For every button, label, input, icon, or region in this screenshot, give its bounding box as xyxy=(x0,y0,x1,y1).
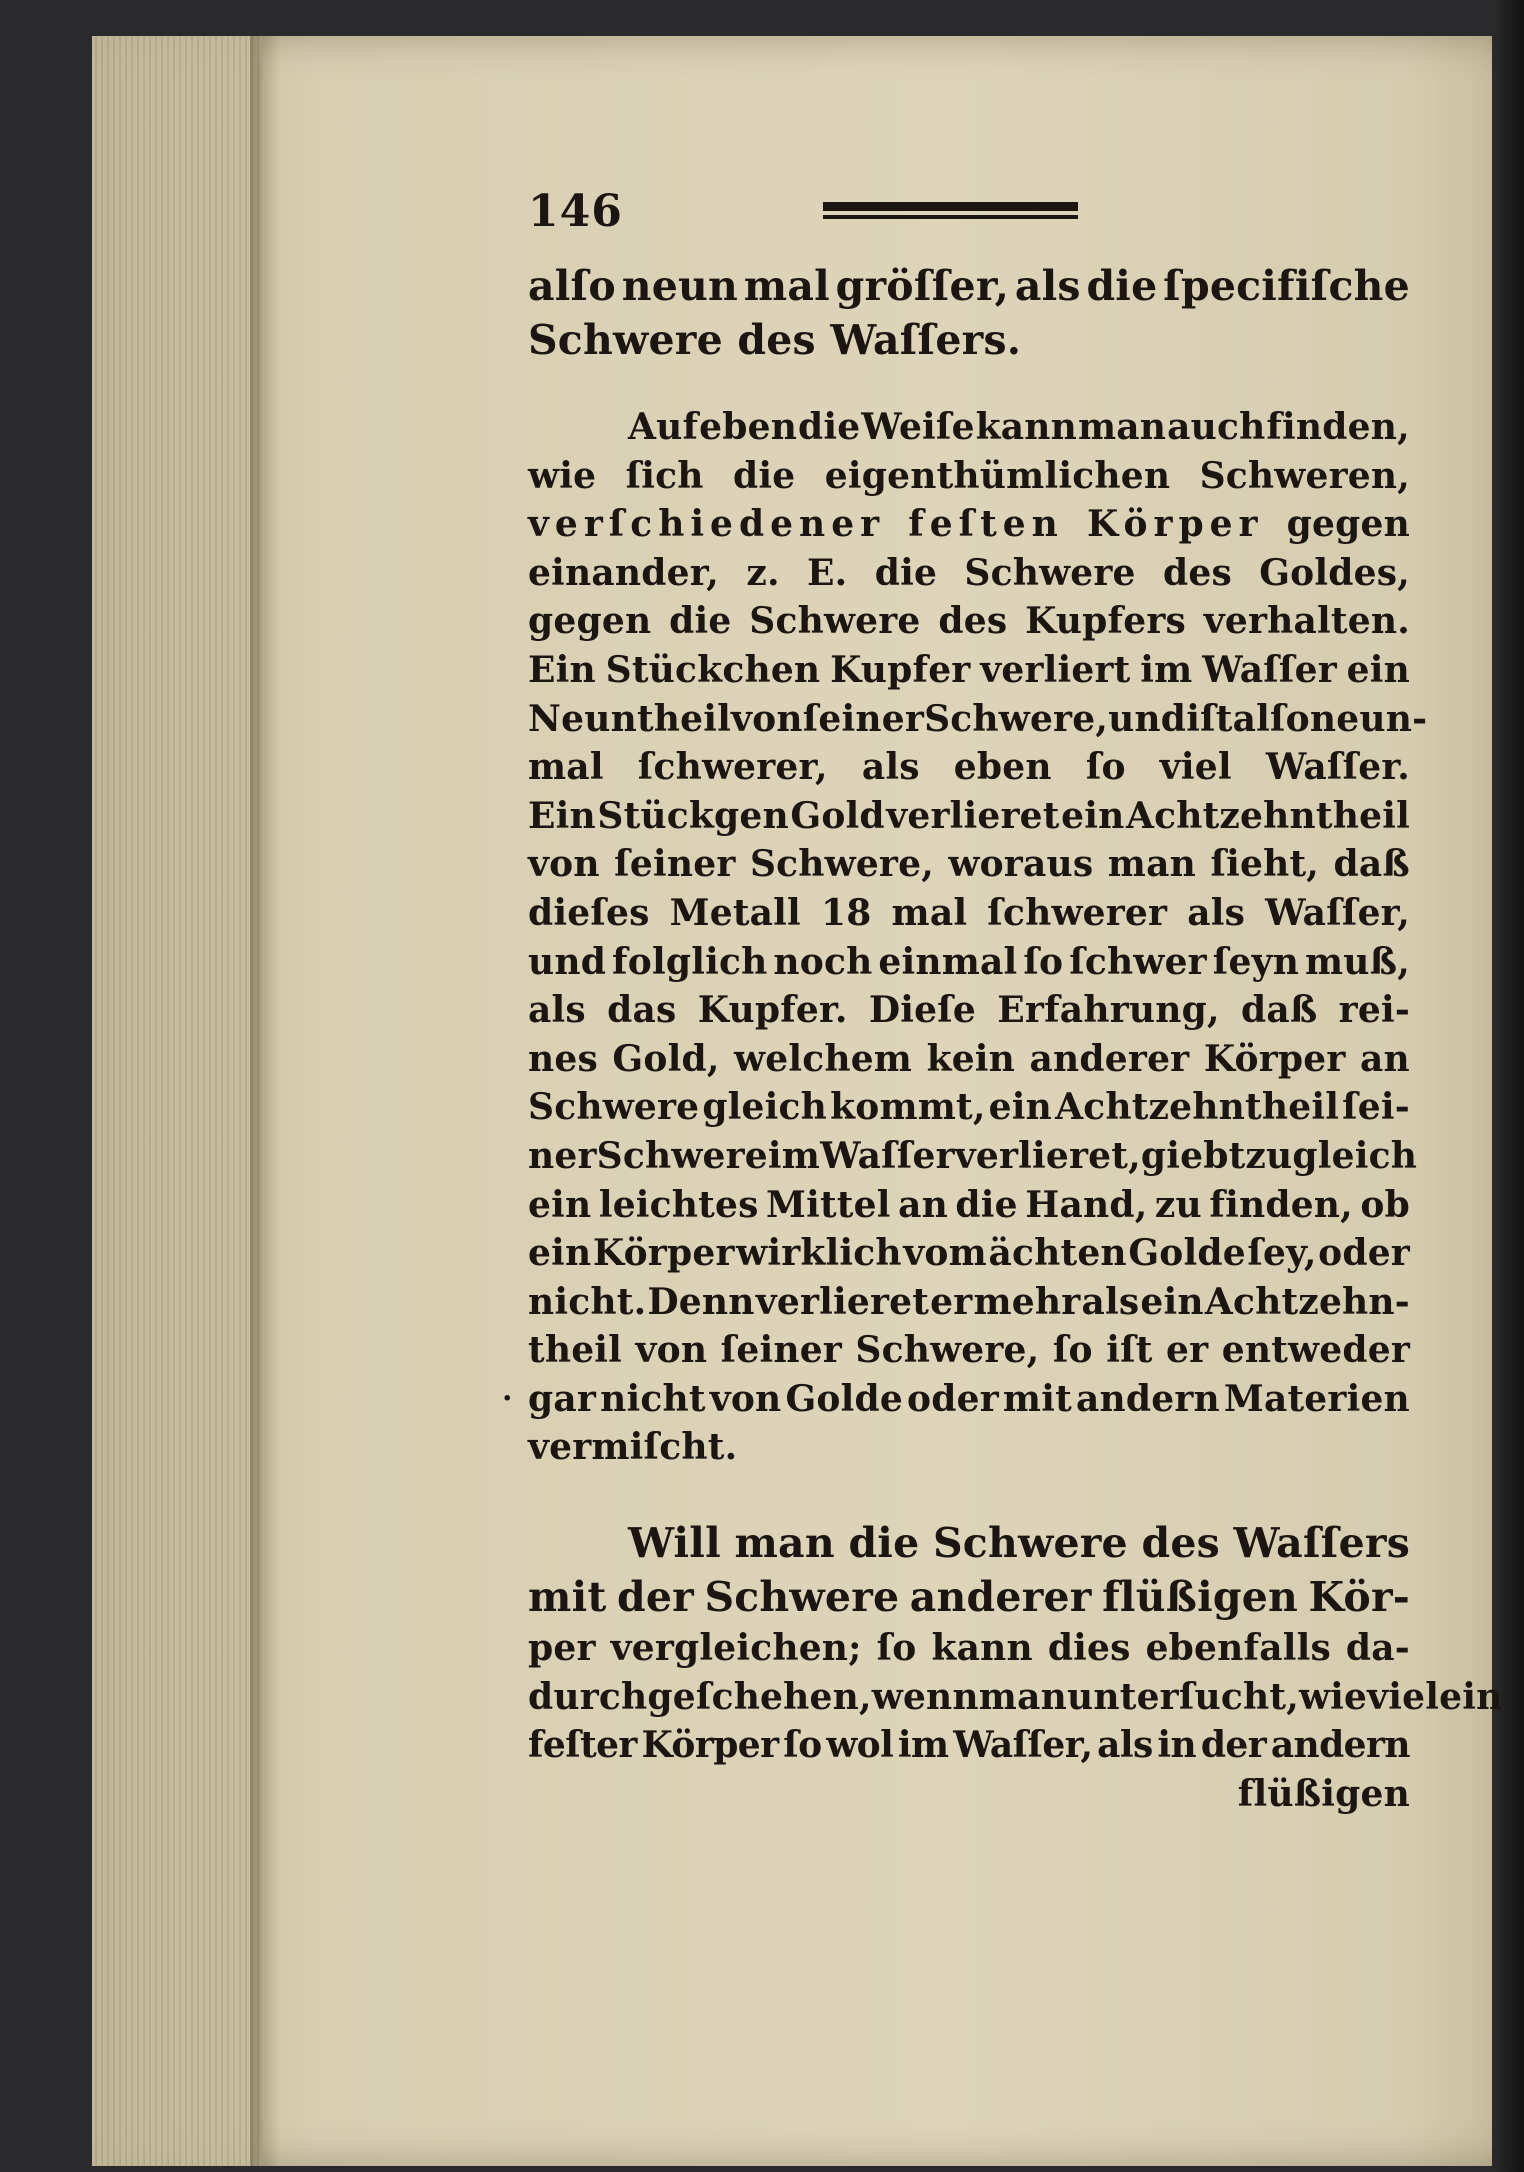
text-line: gar nicht von Golde oder mit andern Materien xyxy=(528,1377,1410,1420)
text-line: Auf eben die Weiſe kann man auch finden, xyxy=(628,406,1410,448)
text-line: alſo neun mal gröſſer, als die ſpecifiſche xyxy=(528,262,1410,310)
text-line: von ſeiner Schwere, woraus man ſieht, daß xyxy=(528,843,1410,886)
paragraph-gap xyxy=(528,1475,1410,1519)
text-line: ein leichtes Mittel an die Hand, zu finden, ob xyxy=(528,1183,1410,1226)
text-line: Neuntheil von ſeiner Schwere, und iſt alſo neun- xyxy=(528,697,1428,740)
text-line: mit der Schwere anderer flüßigen Kör- xyxy=(528,1573,1410,1622)
text-line: vermiſcht. xyxy=(528,1426,738,1469)
page-edges xyxy=(92,36,262,2166)
text-line: wie ſich die eigenthümlichen Schweren, xyxy=(528,454,1410,497)
text-line: Schwere des Waſſers. xyxy=(528,316,1022,364)
text-line: mal ſchwerer, als eben ſo viel Waſſer. xyxy=(528,746,1410,789)
text-line: Ein Stückchen Kupfer verliert im Waſſer ein xyxy=(528,648,1410,691)
text-block xyxy=(528,186,1503,1821)
text-line: Schwere gleich kommt, ein Achtzehntheil ſei- xyxy=(528,1086,1410,1129)
text-line: durch geſchehen,wenn man unterſucht, wie viel ein xyxy=(528,1675,1503,1718)
text-line: feſter Körper ſo wol im Waſſer, als in der andern xyxy=(528,1724,1410,1767)
text-line: per vergleichen; ſo kann dies ebenfalls da- xyxy=(528,1627,1410,1670)
text-line: verſchiedener feſten Körper gegen xyxy=(528,503,1410,546)
margin-mark: · xyxy=(502,1381,513,1416)
text-line: ner Schwere im Waſſer verlieret, giebt zugleich xyxy=(528,1134,1418,1177)
text-line: als das Kupfer. Dieſe Erfahrung, daß rei- xyxy=(528,989,1410,1032)
text-line: nicht. Denn verlieret er mehr als ein Achtzehn- xyxy=(528,1280,1410,1323)
page-header xyxy=(528,186,1410,262)
paragraph-gap xyxy=(528,370,1410,406)
text-line: einander, z. E. die Schwere des Goldes, xyxy=(528,551,1410,594)
text-line: Ein Stückgen Gold verlieret ein Achtzehntheil xyxy=(528,794,1410,837)
text-line: theil von ſeiner Schwere, ſo iſt er entweder xyxy=(528,1329,1410,1372)
text-line: gegen die Schwere des Kupfers verhalten. xyxy=(528,600,1410,643)
text-line: ein Körper wirklich vom ächten Golde ſey, oder xyxy=(528,1232,1410,1275)
text-line: dieſes Metall 18 mal ſchwerer als Waſſer, xyxy=(528,891,1410,934)
header-ornament-rule xyxy=(823,202,1078,224)
page-number: 146 xyxy=(528,186,623,237)
binding-fold xyxy=(1492,0,1524,2172)
gutter-shadow xyxy=(250,36,280,2166)
catchword: flüßigen xyxy=(1237,1772,1410,1815)
text-line: und folglich noch einmal ſo ſchwer ſeyn muß, xyxy=(528,940,1410,983)
text-line: nes Gold, welchem kein anderer Körper an xyxy=(528,1037,1410,1080)
text-line: Will man die Schwere des Waſſers xyxy=(628,1519,1410,1568)
